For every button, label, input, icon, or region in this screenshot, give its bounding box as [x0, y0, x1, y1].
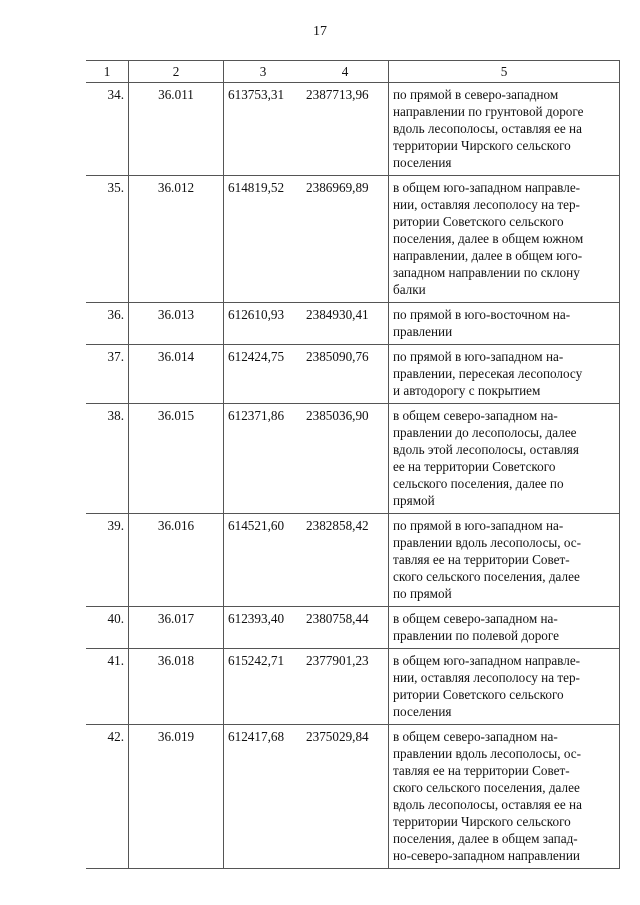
point-code: 36.017 — [129, 607, 224, 649]
boundary-description: в общем юго-западном направле- нии, оставляя лесополосу на тер- ритории Советского сельского поселения, далее в общем южном направлении, далее в общем юго- западном направлении по склону балки — [389, 176, 620, 303]
table-row — [86, 404, 620, 514]
boundary-description: в общем северо-западном на- правлении до лесополосы, далее вдоль этой лесополосы, оставляя ее на территории Советского сельского поселения, далее по прямой — [389, 404, 620, 514]
boundary-description: по прямой в юго-западном на- правлении вдоль лесополосы, ос- тавляя ее на территории Совет- ского сельского поселения, далее по прямой — [389, 514, 620, 607]
point-code: 36.015 — [129, 404, 224, 514]
coord-x: 615242,71 — [224, 649, 303, 725]
coord-y: 2385090,76 — [302, 345, 389, 404]
coord-y: 2387713,96 — [302, 83, 389, 176]
row-number: 38. — [86, 404, 129, 514]
row-number: 35. — [86, 176, 129, 303]
boundary-description: по прямой в юго-западном на- правлении, пересекая лесополосу и автодорогу с покрытием — [389, 345, 620, 404]
row-number: 41. — [86, 649, 129, 725]
boundary-description: в общем юго-западном направле- нии, оставляя лесополосу на тер- ритории Советского сельского поселения — [389, 649, 620, 725]
point-code: 36.019 — [129, 725, 224, 869]
coord-x: 613753,31 — [224, 83, 303, 176]
coord-x: 612424,75 — [224, 345, 303, 404]
coord-x: 612417,68 — [224, 725, 303, 869]
boundary-description: по прямой в северо-западном направлении по грунтовой дороге вдоль лесополосы, оставляя ее на территории Чирского сельского поселения — [389, 83, 620, 176]
table-body — [86, 83, 620, 869]
coord-y: 2377901,23 — [302, 649, 389, 725]
row-number: 42. — [86, 725, 129, 869]
row-number: 34. — [86, 83, 129, 176]
row-number: 39. — [86, 514, 129, 607]
boundary-description: в общем северо-западном на- правлении вдоль лесополосы, ос- тавляя ее на территории Совет- ского сельского поселения, далее вдоль лесополосы, оставляя ее на территории Чирского сельского поселения, далее в общем запад- но-северо-западном направлении — [389, 725, 620, 869]
table-row — [86, 83, 620, 176]
header-col-1: 1 — [86, 61, 129, 83]
header-col-3: 3 — [224, 61, 303, 83]
boundary-table — [86, 60, 620, 869]
table-row — [86, 345, 620, 404]
coord-y: 2384930,41 — [302, 303, 389, 345]
table-row — [86, 514, 620, 607]
table-row — [86, 303, 620, 345]
header-row — [86, 61, 620, 83]
coord-y: 2382858,42 — [302, 514, 389, 607]
coord-y: 2386969,89 — [302, 176, 389, 303]
page-number: 17 — [313, 24, 327, 39]
boundary-description: в общем северо-западном на- правлении по полевой дороге — [389, 607, 620, 649]
point-code: 36.014 — [129, 345, 224, 404]
coord-x: 612393,40 — [224, 607, 303, 649]
point-code: 36.013 — [129, 303, 224, 345]
header-col-2: 2 — [129, 61, 224, 83]
point-code: 36.018 — [129, 649, 224, 725]
table-row — [86, 607, 620, 649]
table-row — [86, 725, 620, 869]
header-col-4: 4 — [302, 61, 389, 83]
coord-x: 612610,93 — [224, 303, 303, 345]
coord-x: 612371,86 — [224, 404, 303, 514]
coord-x: 614819,52 — [224, 176, 303, 303]
row-number: 40. — [86, 607, 129, 649]
table-row — [86, 176, 620, 303]
table-row — [86, 649, 620, 725]
table-header — [86, 61, 620, 83]
point-code: 36.012 — [129, 176, 224, 303]
coord-y: 2380758,44 — [302, 607, 389, 649]
point-code: 36.016 — [129, 514, 224, 607]
coord-y: 2385036,90 — [302, 404, 389, 514]
coord-x: 614521,60 — [224, 514, 303, 607]
point-code: 36.011 — [129, 83, 224, 176]
row-number: 37. — [86, 345, 129, 404]
boundary-description: по прямой в юго-восточном на- правлении — [389, 303, 620, 345]
coord-y: 2375029,84 — [302, 725, 389, 869]
header-col-5: 5 — [389, 61, 620, 83]
row-number: 36. — [86, 303, 129, 345]
